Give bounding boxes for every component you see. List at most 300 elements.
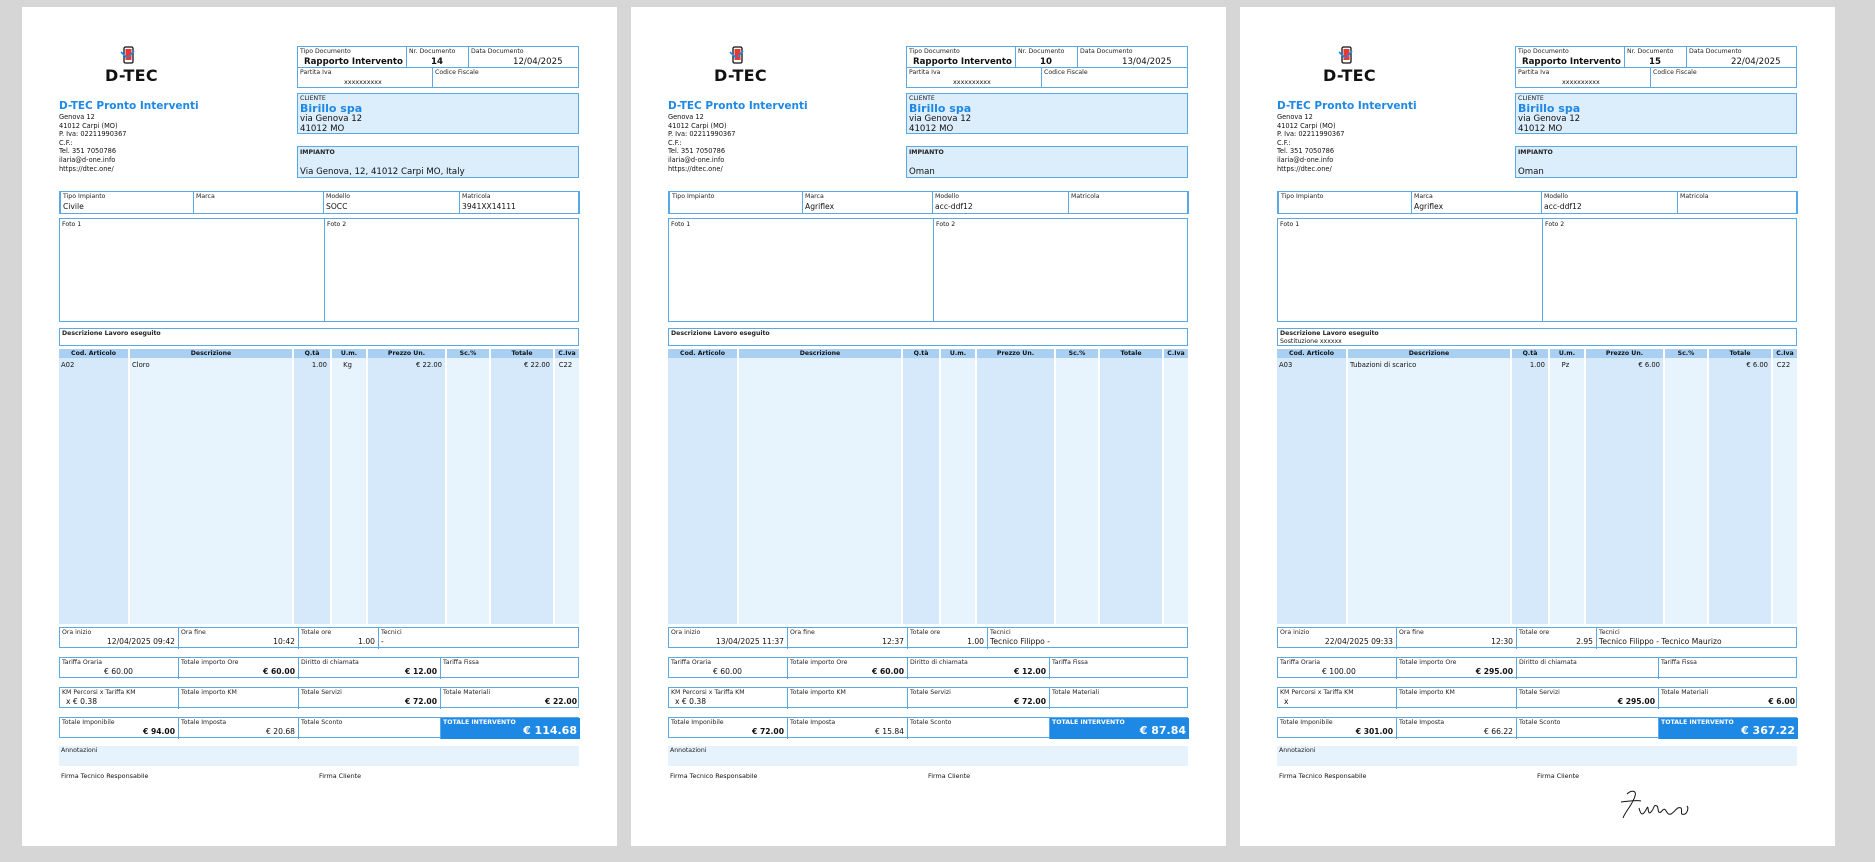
cliente-address: via Genova 12 xyxy=(909,114,972,124)
descrizione-lavoro-value: Sostituzione xxxxxx xyxy=(1280,338,1342,345)
items-cell-prezzo: € 6.00 xyxy=(1638,361,1660,369)
totali-row xyxy=(1277,717,1797,738)
partita-iva-value: xxxxxxxxxx xyxy=(953,78,991,86)
items-column-header: Q.tà xyxy=(903,349,939,358)
cliente-name: Birillo spa xyxy=(909,102,972,115)
tipo-documento-label: Tipo Documento xyxy=(909,48,960,55)
nr-documento-value: 10 xyxy=(1040,57,1052,67)
descrizione-lavoro-box xyxy=(59,328,579,346)
time-row xyxy=(59,627,579,648)
company-line: ilaria@d-one.info xyxy=(59,155,116,164)
totale-imposta-cell xyxy=(179,718,299,739)
foto-1-label: Foto 1 xyxy=(62,221,82,228)
document-page xyxy=(22,7,617,846)
photo-area xyxy=(668,218,1188,322)
totale-imposta-label: Totale Imposta xyxy=(181,719,227,726)
items-column xyxy=(668,349,737,624)
tipo-impianto-label: Tipo Impianto xyxy=(63,193,106,200)
tecnici-cell xyxy=(988,628,1189,649)
diritto-chiamata-label: Diritto di chiamata xyxy=(301,659,359,666)
company-line: C.F.: xyxy=(1277,138,1291,147)
totale-servizi-value: € 72.00 xyxy=(405,697,437,706)
diritto-chiamata-value: € 12.00 xyxy=(405,667,437,676)
cliente-name: Birillo spa xyxy=(300,102,363,115)
ora-fine-label: Ora fine xyxy=(790,629,815,636)
descrizione-lavoro-box xyxy=(1277,328,1797,346)
items-column-header: Sc.% xyxy=(1056,349,1098,358)
items-column-header: Totale xyxy=(491,349,553,358)
modello-value: acc-ddf12 xyxy=(1544,202,1582,211)
foto-1-label: Foto 1 xyxy=(1280,221,1300,228)
company-brand: D-TEC xyxy=(105,66,158,85)
partita-iva-label: Partita Iva xyxy=(1518,69,1550,76)
totale-sconto-label: Totale Sconto xyxy=(301,719,343,726)
company-line: P. Iva: 02211990367 xyxy=(59,130,127,139)
marca-label: Marca xyxy=(805,193,824,200)
phone-tools-icon xyxy=(728,46,746,66)
items-column xyxy=(1773,349,1797,624)
items-column-header: Sc.% xyxy=(447,349,489,358)
partita-iva-value: xxxxxxxxxx xyxy=(344,78,382,86)
totale-ore-cell xyxy=(908,628,988,649)
totale-intervento-value: € 114.68 xyxy=(523,724,577,737)
partita-iva-label: Partita Iva xyxy=(909,69,941,76)
ora-inizio-cell xyxy=(60,628,179,649)
diritto-chiamata-cell xyxy=(908,658,1050,679)
partita-iva-cell xyxy=(297,67,433,88)
impianto-details-row xyxy=(668,191,1188,214)
document-page xyxy=(631,7,1226,846)
km-percorsi-label: KM Percorsi x Tariffa KM xyxy=(1280,689,1354,696)
firma-tecnico-label: Firma Tecnico Responsabile xyxy=(61,772,149,780)
totale-sconto-label: Totale Sconto xyxy=(910,719,952,726)
foto-1-box xyxy=(59,218,325,322)
diritto-chiamata-cell xyxy=(299,658,441,679)
items-cell-prezzo: € 22.00 xyxy=(416,361,442,369)
matricola-cell xyxy=(1068,191,1189,214)
totale-sconto-cell xyxy=(908,718,1050,739)
company-logo xyxy=(1313,46,1388,86)
company-line: Genova 12 xyxy=(59,113,95,121)
ora-fine-value: 12:37 xyxy=(882,637,904,646)
foto-2-box xyxy=(933,218,1188,322)
ora-inizio-label: Ora inizio xyxy=(62,629,92,636)
totale-ore-value: 2.95 xyxy=(1576,637,1593,646)
items-column-header: U.m. xyxy=(332,349,366,358)
cliente-cap: 41012 MO xyxy=(909,124,954,134)
impianto-value: Via Genova, 12, 41012 Carpi MO, Italy xyxy=(300,167,465,177)
tariffa-fissa-cell xyxy=(441,658,580,679)
items-column xyxy=(1164,349,1188,624)
tecnici-value: Tecnico Filippo - xyxy=(990,637,1050,646)
items-column-header: Cod. Articolo xyxy=(668,349,737,358)
tariffa-oraria-value: € 60.00 xyxy=(104,667,133,676)
annotazioni-box xyxy=(59,746,579,766)
matricola-value: 3941XX14111 xyxy=(462,202,516,211)
photo-area xyxy=(1277,218,1797,322)
data-documento-label: Data Documento xyxy=(471,48,524,55)
nr-documento-label: Nr. Documento xyxy=(409,48,456,55)
totale-sconto-cell xyxy=(299,718,441,739)
totale-materiali-value: € 6.00 xyxy=(1768,697,1795,706)
company-logo xyxy=(704,46,779,86)
time-row xyxy=(1277,627,1797,648)
time-row xyxy=(668,627,1188,648)
impianto-value: Oman xyxy=(909,167,935,177)
items-column xyxy=(977,349,1054,624)
matricola-label: Matricola xyxy=(462,193,491,200)
firma-tecnico-label: Firma Tecnico Responsabile xyxy=(1279,772,1367,780)
tariffe-row xyxy=(59,657,579,678)
totale-servizi-value: € 295.00 xyxy=(1617,697,1655,706)
ora-fine-label: Ora fine xyxy=(1399,629,1424,636)
items-cell-qta: 1.00 xyxy=(311,361,327,369)
items-column xyxy=(368,349,445,624)
foto-1-box xyxy=(668,218,934,322)
items-column-header: C.Iva xyxy=(1773,349,1797,358)
totale-importo-km-label: Totale importo KM xyxy=(181,689,237,696)
items-column xyxy=(1586,349,1663,624)
km-percorsi-cell xyxy=(669,688,788,709)
document-header-table xyxy=(906,46,1188,91)
ora-fine-value: 12:30 xyxy=(1491,637,1513,646)
tipo-documento-value: Rapporto Intervento xyxy=(913,57,1012,67)
ora-fine-cell xyxy=(1397,628,1517,649)
foto-1-label: Foto 1 xyxy=(671,221,691,228)
ora-inizio-value: 13/04/2025 11:37 xyxy=(715,637,784,646)
company-line: Genova 12 xyxy=(668,113,704,121)
tariffa-oraria-label: Tariffa Oraria xyxy=(1280,659,1321,666)
nr-documento-label: Nr. Documento xyxy=(1627,48,1674,55)
tariffa-oraria-value: € 100.00 xyxy=(1322,667,1356,676)
cliente-box xyxy=(297,93,579,134)
company-line: P. Iva: 02211990367 xyxy=(668,130,736,139)
totale-imposta-label: Totale Imposta xyxy=(1399,719,1445,726)
tipo-documento-cell xyxy=(906,46,1016,68)
descrizione-lavoro-label: Descrizione Lavoro eseguito xyxy=(671,330,770,337)
items-column xyxy=(332,349,366,624)
matricola-label: Matricola xyxy=(1680,193,1709,200)
data-documento-value: 22/04/2025 xyxy=(1731,57,1781,67)
totale-ore-cell xyxy=(299,628,379,649)
ora-inizio-value: 12/04/2025 09:42 xyxy=(106,637,175,646)
company-line: Genova 12 xyxy=(1277,113,1313,121)
totale-importo-ore-value: € 60.00 xyxy=(872,667,904,676)
tariffa-oraria-cell xyxy=(60,658,179,679)
nr-documento-cell xyxy=(1624,46,1687,68)
data-documento-value: 13/04/2025 xyxy=(1122,57,1172,67)
items-column-header: Q.tà xyxy=(1512,349,1548,358)
totale-sconto-cell xyxy=(1517,718,1659,739)
totale-sconto-label: Totale Sconto xyxy=(1519,719,1561,726)
company-info xyxy=(1277,94,1467,173)
items-column-header: Totale xyxy=(1709,349,1771,358)
firma-cliente-label: Firma Cliente xyxy=(928,772,971,780)
totale-servizi-label: Totale Servizi xyxy=(1519,689,1560,696)
totale-importo-km-label: Totale importo KM xyxy=(1399,689,1455,696)
foto-1-box xyxy=(1277,218,1543,322)
items-column-header: Prezzo Un. xyxy=(1586,349,1663,358)
tipo-impianto-label: Tipo Impianto xyxy=(672,193,715,200)
items-column xyxy=(1348,349,1510,624)
cliente-label: CLIENTE xyxy=(1518,95,1544,102)
phone-tools-icon xyxy=(1337,46,1355,66)
cliente-label: CLIENTE xyxy=(300,95,326,102)
tipo-documento-value: Rapporto Intervento xyxy=(1522,57,1621,67)
tipo-documento-value: Rapporto Intervento xyxy=(304,57,403,67)
totale-ore-value: 1.00 xyxy=(358,637,375,646)
descrizione-lavoro-box xyxy=(668,328,1188,346)
totale-materiali-label: Totale Materiali xyxy=(1661,689,1709,696)
totale-imponibile-cell xyxy=(1278,718,1397,739)
modello-label: Modello xyxy=(935,193,960,200)
impianto-value: Oman xyxy=(1518,167,1544,177)
tariffa-fissa-cell xyxy=(1050,658,1189,679)
foto-2-label: Foto 2 xyxy=(1545,221,1565,228)
totale-intervento-value: € 87.84 xyxy=(1139,724,1186,737)
company-line: C.F.: xyxy=(668,138,682,147)
tariffa-fissa-cell xyxy=(1659,658,1798,679)
items-column-header: Q.tà xyxy=(294,349,330,358)
data-documento-cell xyxy=(1686,46,1797,68)
phone-tools-icon xyxy=(119,46,137,66)
totale-servizi-label: Totale Servizi xyxy=(301,689,342,696)
modello-value: SOCC xyxy=(326,202,348,211)
tipo-documento-label: Tipo Documento xyxy=(300,48,351,55)
items-column-header: Cod. Articolo xyxy=(59,349,128,358)
codice-fiscale-label: Codice Fiscale xyxy=(1653,69,1697,76)
foto-2-box xyxy=(324,218,579,322)
tipo-impianto-cell xyxy=(1278,191,1412,214)
data-documento-label: Data Documento xyxy=(1689,48,1742,55)
annotazioni-label: Annotazioni xyxy=(670,747,707,754)
impianto-box xyxy=(906,146,1188,178)
tariffa-fissa-label: Tariffa Fissa xyxy=(443,659,479,666)
tecnici-label: Tecnici xyxy=(381,629,402,636)
impianto-details-row xyxy=(1277,191,1797,214)
company-line: ilaria@d-one.info xyxy=(668,155,725,164)
items-cell-desc: Cloro xyxy=(132,361,150,369)
items-cell-cod: A02 xyxy=(61,361,75,369)
items-table xyxy=(668,349,1188,624)
items-cell-totale: € 6.00 xyxy=(1746,361,1768,369)
km-percorsi-cell xyxy=(60,688,179,709)
impianto-label: IMPIANTO xyxy=(1518,149,1553,156)
km-percorsi-value: x € 0.38 xyxy=(675,697,707,706)
tariffa-oraria-cell xyxy=(1278,658,1397,679)
items-column-header: Sc.% xyxy=(1665,349,1707,358)
modello-cell xyxy=(323,191,460,214)
totale-intervento-label: TOTALE INTERVENTO xyxy=(443,719,516,726)
items-column-header: C.Iva xyxy=(555,349,579,358)
company-line: 41012 Carpi (MO) xyxy=(1277,121,1336,130)
impianto-box xyxy=(1515,146,1797,178)
tariffa-oraria-label: Tariffa Oraria xyxy=(62,659,103,666)
diritto-chiamata-value: € 12.00 xyxy=(1014,667,1046,676)
totale-importo-ore-label: Totale importo Ore xyxy=(1399,659,1457,666)
items-cell-qta: 1.00 xyxy=(1529,361,1545,369)
marca-label: Marca xyxy=(196,193,215,200)
annotazioni-box xyxy=(668,746,1188,766)
modello-value: acc-ddf12 xyxy=(935,202,973,211)
firma-tecnico-label: Firma Tecnico Responsabile xyxy=(670,772,758,780)
items-column xyxy=(447,349,489,624)
items-column-header: Descrizione xyxy=(1348,349,1510,358)
items-cell-iva: C22 xyxy=(1776,361,1791,369)
tecnici-label: Tecnici xyxy=(1599,629,1620,636)
cliente-cap: 41012 MO xyxy=(300,124,345,134)
ora-inizio-cell xyxy=(669,628,788,649)
document-header-table xyxy=(297,46,579,91)
partita-iva-cell xyxy=(906,67,1042,88)
totale-servizi-label: Totale Servizi xyxy=(910,689,951,696)
cliente-box xyxy=(1515,93,1797,134)
matricola-cell xyxy=(1677,191,1798,214)
totale-ore-cell xyxy=(1517,628,1597,649)
ora-inizio-value: 22/04/2025 09:33 xyxy=(1324,637,1393,646)
totale-importo-km-label: Totale importo KM xyxy=(790,689,846,696)
items-column xyxy=(1512,349,1548,624)
totale-intervento-cell xyxy=(1050,718,1189,739)
totale-materiali-label: Totale Materiali xyxy=(443,689,491,696)
data-documento-label: Data Documento xyxy=(1080,48,1133,55)
cliente-cap: 41012 MO xyxy=(1518,124,1563,134)
codice-fiscale-label: Codice Fiscale xyxy=(435,69,479,76)
totale-importo-km-cell xyxy=(179,688,299,709)
marca-value: Agriflex xyxy=(805,202,835,211)
totale-imposta-cell xyxy=(788,718,908,739)
ora-inizio-label: Ora inizio xyxy=(1280,629,1310,636)
tariffa-oraria-cell xyxy=(669,658,788,679)
totale-intervento-label: TOTALE INTERVENTO xyxy=(1052,719,1125,726)
company-line: P. Iva: 02211990367 xyxy=(1277,130,1345,139)
descrizione-lavoro-label: Descrizione Lavoro eseguito xyxy=(1280,330,1379,337)
company-line: 41012 Carpi (MO) xyxy=(668,121,727,130)
totale-imponibile-label: Totale Imponibile xyxy=(671,719,724,726)
totale-materiali-cell xyxy=(1659,688,1798,709)
items-column-header: U.m. xyxy=(941,349,975,358)
tariffe-row xyxy=(1277,657,1797,678)
items-column xyxy=(491,349,553,624)
items-cell-um: Pz xyxy=(1561,361,1570,369)
km-row xyxy=(1277,687,1797,708)
marca-cell xyxy=(193,191,324,214)
totale-importo-ore-cell xyxy=(179,658,299,679)
nr-documento-value: 14 xyxy=(431,57,443,67)
totale-imponibile-cell xyxy=(60,718,179,739)
items-table xyxy=(59,349,579,624)
modello-label: Modello xyxy=(326,193,351,200)
items-cell-cod: A03 xyxy=(1279,361,1293,369)
items-cell-um: Kg xyxy=(343,361,352,369)
totali-row xyxy=(668,717,1188,738)
tecnici-label: Tecnici xyxy=(990,629,1011,636)
totale-imposta-label: Totale Imposta xyxy=(790,719,836,726)
company-info xyxy=(59,94,249,173)
tariffa-oraria-value: € 60.00 xyxy=(713,667,742,676)
annotazioni-label: Annotazioni xyxy=(1279,747,1316,754)
items-column xyxy=(1550,349,1584,624)
items-column xyxy=(1665,349,1707,624)
ora-inizio-label: Ora inizio xyxy=(671,629,701,636)
company-name: D-TEC Pronto Interventi xyxy=(59,100,199,112)
items-column-header: Descrizione xyxy=(739,349,901,358)
tariffa-oraria-label: Tariffa Oraria xyxy=(671,659,712,666)
items-cell-totale: € 22.00 xyxy=(524,361,550,369)
impianto-label: IMPIANTO xyxy=(300,149,335,156)
totale-imponibile-value: € 301.00 xyxy=(1355,727,1393,736)
cliente-label: CLIENTE xyxy=(909,95,935,102)
items-column-header: U.m. xyxy=(1550,349,1584,358)
items-column-header: C.Iva xyxy=(1164,349,1188,358)
company-info xyxy=(668,94,858,173)
items-column xyxy=(1277,349,1346,624)
totale-imponibile-label: Totale Imponibile xyxy=(1280,719,1333,726)
modello-cell xyxy=(932,191,1069,214)
modello-cell xyxy=(1541,191,1678,214)
diritto-chiamata-cell xyxy=(1517,658,1659,679)
impianto-label: IMPIANTO xyxy=(909,149,944,156)
document-page xyxy=(1240,7,1835,846)
totale-ore-label: Totale ore xyxy=(1519,629,1550,636)
totale-imponibile-cell xyxy=(669,718,788,739)
company-line: C.F.: xyxy=(59,138,73,147)
totale-intervento-value: € 367.22 xyxy=(1741,724,1795,737)
nr-documento-cell xyxy=(406,46,469,68)
totale-importo-ore-label: Totale importo Ore xyxy=(181,659,239,666)
company-line: 41012 Carpi (MO) xyxy=(59,121,118,130)
company-line: https://dtec.one/ xyxy=(1277,164,1332,173)
items-column-header: Cod. Articolo xyxy=(1277,349,1346,358)
items-column xyxy=(130,349,292,624)
totale-ore-label: Totale ore xyxy=(910,629,941,636)
partita-iva-value: xxxxxxxxxx xyxy=(1562,78,1600,86)
totale-imposta-value: € 20.68 xyxy=(266,727,295,736)
cliente-address: via Genova 12 xyxy=(1518,114,1581,124)
company-logo xyxy=(95,46,170,86)
company-brand: D-TEC xyxy=(1323,66,1376,85)
totale-imposta-value: € 15.84 xyxy=(875,727,904,736)
tecnici-value: - xyxy=(381,637,384,646)
totale-imponibile-value: € 94.00 xyxy=(143,727,175,736)
totale-imposta-value: € 66.22 xyxy=(1484,727,1513,736)
totale-importo-km-cell xyxy=(788,688,908,709)
items-column-header: Descrizione xyxy=(130,349,292,358)
totali-row xyxy=(59,717,579,738)
ora-fine-value: 10:42 xyxy=(273,637,295,646)
tecnici-cell xyxy=(379,628,580,649)
totale-imponibile-value: € 72.00 xyxy=(752,727,784,736)
km-row xyxy=(59,687,579,708)
totale-materiali-label: Totale Materiali xyxy=(1052,689,1100,696)
km-percorsi-label: KM Percorsi x Tariffa KM xyxy=(671,689,745,696)
items-column-header: Prezzo Un. xyxy=(368,349,445,358)
codice-fiscale-label: Codice Fiscale xyxy=(1044,69,1088,76)
tecnici-value: Tecnico Filippo - Tecnico Maurizo xyxy=(1599,637,1722,646)
ora-fine-cell xyxy=(788,628,908,649)
ora-inizio-cell xyxy=(1278,628,1397,649)
nr-documento-value: 15 xyxy=(1649,57,1661,67)
annotazioni-box xyxy=(1277,746,1797,766)
codice-fiscale-cell xyxy=(1650,67,1797,88)
items-cell-iva: C22 xyxy=(558,361,573,369)
data-documento-cell xyxy=(1077,46,1188,68)
impianto-box xyxy=(297,146,579,178)
tipo-impianto-cell xyxy=(60,191,194,214)
totale-materiali-value: € 22.00 xyxy=(545,697,577,706)
annotazioni-label: Annotazioni xyxy=(61,747,98,754)
descrizione-lavoro-label: Descrizione Lavoro eseguito xyxy=(62,330,161,337)
